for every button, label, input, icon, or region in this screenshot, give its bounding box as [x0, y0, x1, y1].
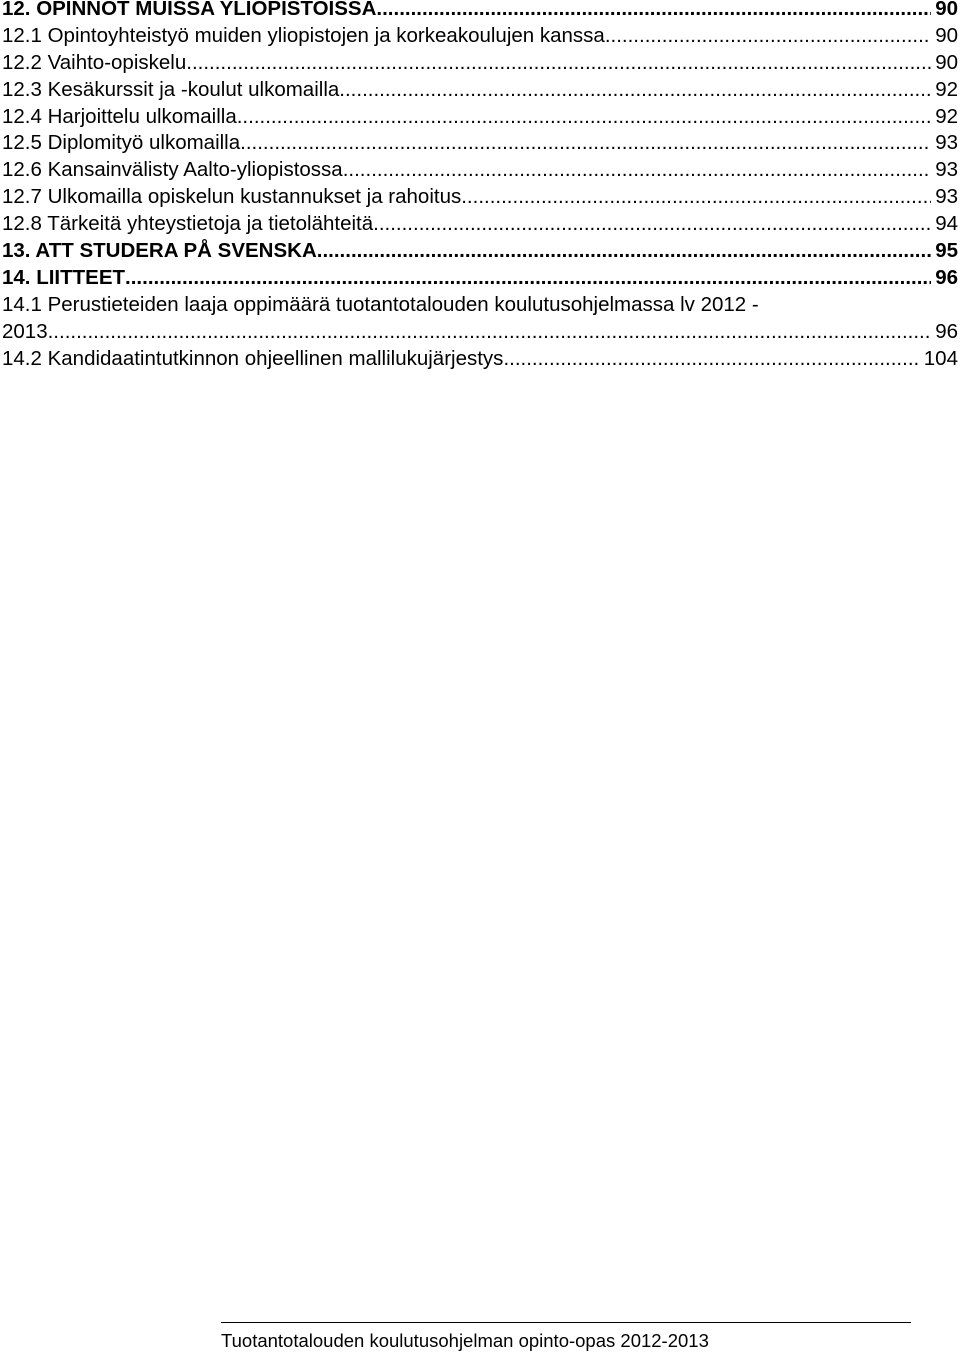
toc-entry-12-3[interactable] [2, 77, 958, 104]
toc-entry-page: 90 [935, 23, 958, 47]
toc-entry-page: 93 [935, 158, 958, 182]
toc-entry-12-5[interactable] [2, 130, 958, 157]
toc-entry-label: 12.7 Ulkomailla opiskelun kustannukset ja rahoitus [2, 185, 462, 209]
toc-leader-dots [240, 130, 931, 157]
toc-entry-page: 95 [935, 239, 958, 263]
toc-entry-label-continued: 2013 [2, 319, 48, 343]
toc-entry-14-1[interactable] [2, 292, 958, 319]
toc-entry-page: 96 [935, 265, 958, 289]
toc-entry-page: 90 [935, 50, 958, 74]
toc-entry-label: 12.8 Tärkeitä yhteystietoja ja tietolähteitä [2, 212, 374, 236]
toc-leader-dots [48, 319, 932, 346]
toc-entry-12-6[interactable] [2, 157, 958, 184]
footer-divider [221, 1322, 911, 1323]
toc-entry-page: 104 [923, 346, 958, 370]
toc-entry-label: 12.1 Opintoyhteistyö muiden yliopistojen ja korkeakoulujen kanssa [2, 23, 605, 47]
toc-entry-page: 92 [935, 77, 958, 101]
toc-entry-label: 14. LIITTEET [2, 265, 126, 289]
toc-leader-dots [503, 346, 919, 373]
toc-entry-label: 12.6 Kansainvälisty Aalto-yliopistossa [2, 158, 343, 182]
toc-entry-12-7[interactable] [2, 184, 958, 211]
toc-leader-dots [461, 184, 931, 211]
toc-entry-label: 12. OPINNOT MUISSA YLIOPISTOISSA [2, 0, 377, 20]
toc-leader-dots [317, 238, 931, 265]
toc-entry-page: 90 [935, 0, 958, 20]
toc-entry-label: 12.4 Harjoittelu ulkomailla [2, 104, 237, 128]
toc-entry-12-4[interactable] [2, 104, 958, 131]
toc-entry-page: 93 [935, 131, 958, 155]
table-of-contents [2, 0, 958, 372]
toc-entry-label: 13. ATT STUDERA PÅ SVENSKA [2, 239, 317, 263]
toc-entry-label: 12.2 Vaihto-opiskelu [2, 50, 187, 74]
toc-entry-page: 94 [935, 212, 958, 236]
toc-entry-12[interactable] [2, 0, 958, 23]
toc-entry-12-8[interactable] [2, 211, 958, 238]
toc-leader-dots [373, 211, 931, 238]
toc-leader-dots [237, 104, 931, 131]
toc-leader-dots [343, 157, 931, 184]
toc-leader-dots [376, 0, 931, 23]
toc-leader-dots [125, 265, 931, 292]
toc-entry-page: 96 [935, 319, 958, 343]
toc-entry-12-2[interactable] [2, 50, 958, 77]
toc-entry-label: 14.2 Kandidaatintutkinnon ohjeellinen mallilukujärjestys [2, 346, 504, 370]
toc-entry-12-1[interactable] [2, 23, 958, 50]
page-footer: Tuotantotalouden koulutusohjelman opinto-opas 2012-2013 [221, 1330, 709, 1351]
toc-entry-page: 92 [935, 104, 958, 128]
toc-entry-14-2[interactable] [2, 346, 958, 373]
toc-entry-13[interactable] [2, 238, 958, 265]
toc-entry-page: 93 [935, 185, 958, 209]
toc-leader-dots [186, 50, 931, 77]
toc-leader-dots [605, 23, 931, 50]
toc-entry-label: 12.3 Kesäkurssit ja -koulut ulkomailla [2, 77, 340, 101]
toc-entry-label: 12.5 Diplomityö ulkomailla [2, 131, 241, 155]
toc-entry-label: 14.1 Perustieteiden laaja oppimäärä tuotantotalouden koulutusohjelmassa lv 2012 - [2, 292, 759, 316]
toc-entry-14[interactable] [2, 265, 958, 292]
toc-leader-dots [339, 77, 931, 104]
toc-entry-14-1-continued[interactable] [2, 319, 958, 346]
